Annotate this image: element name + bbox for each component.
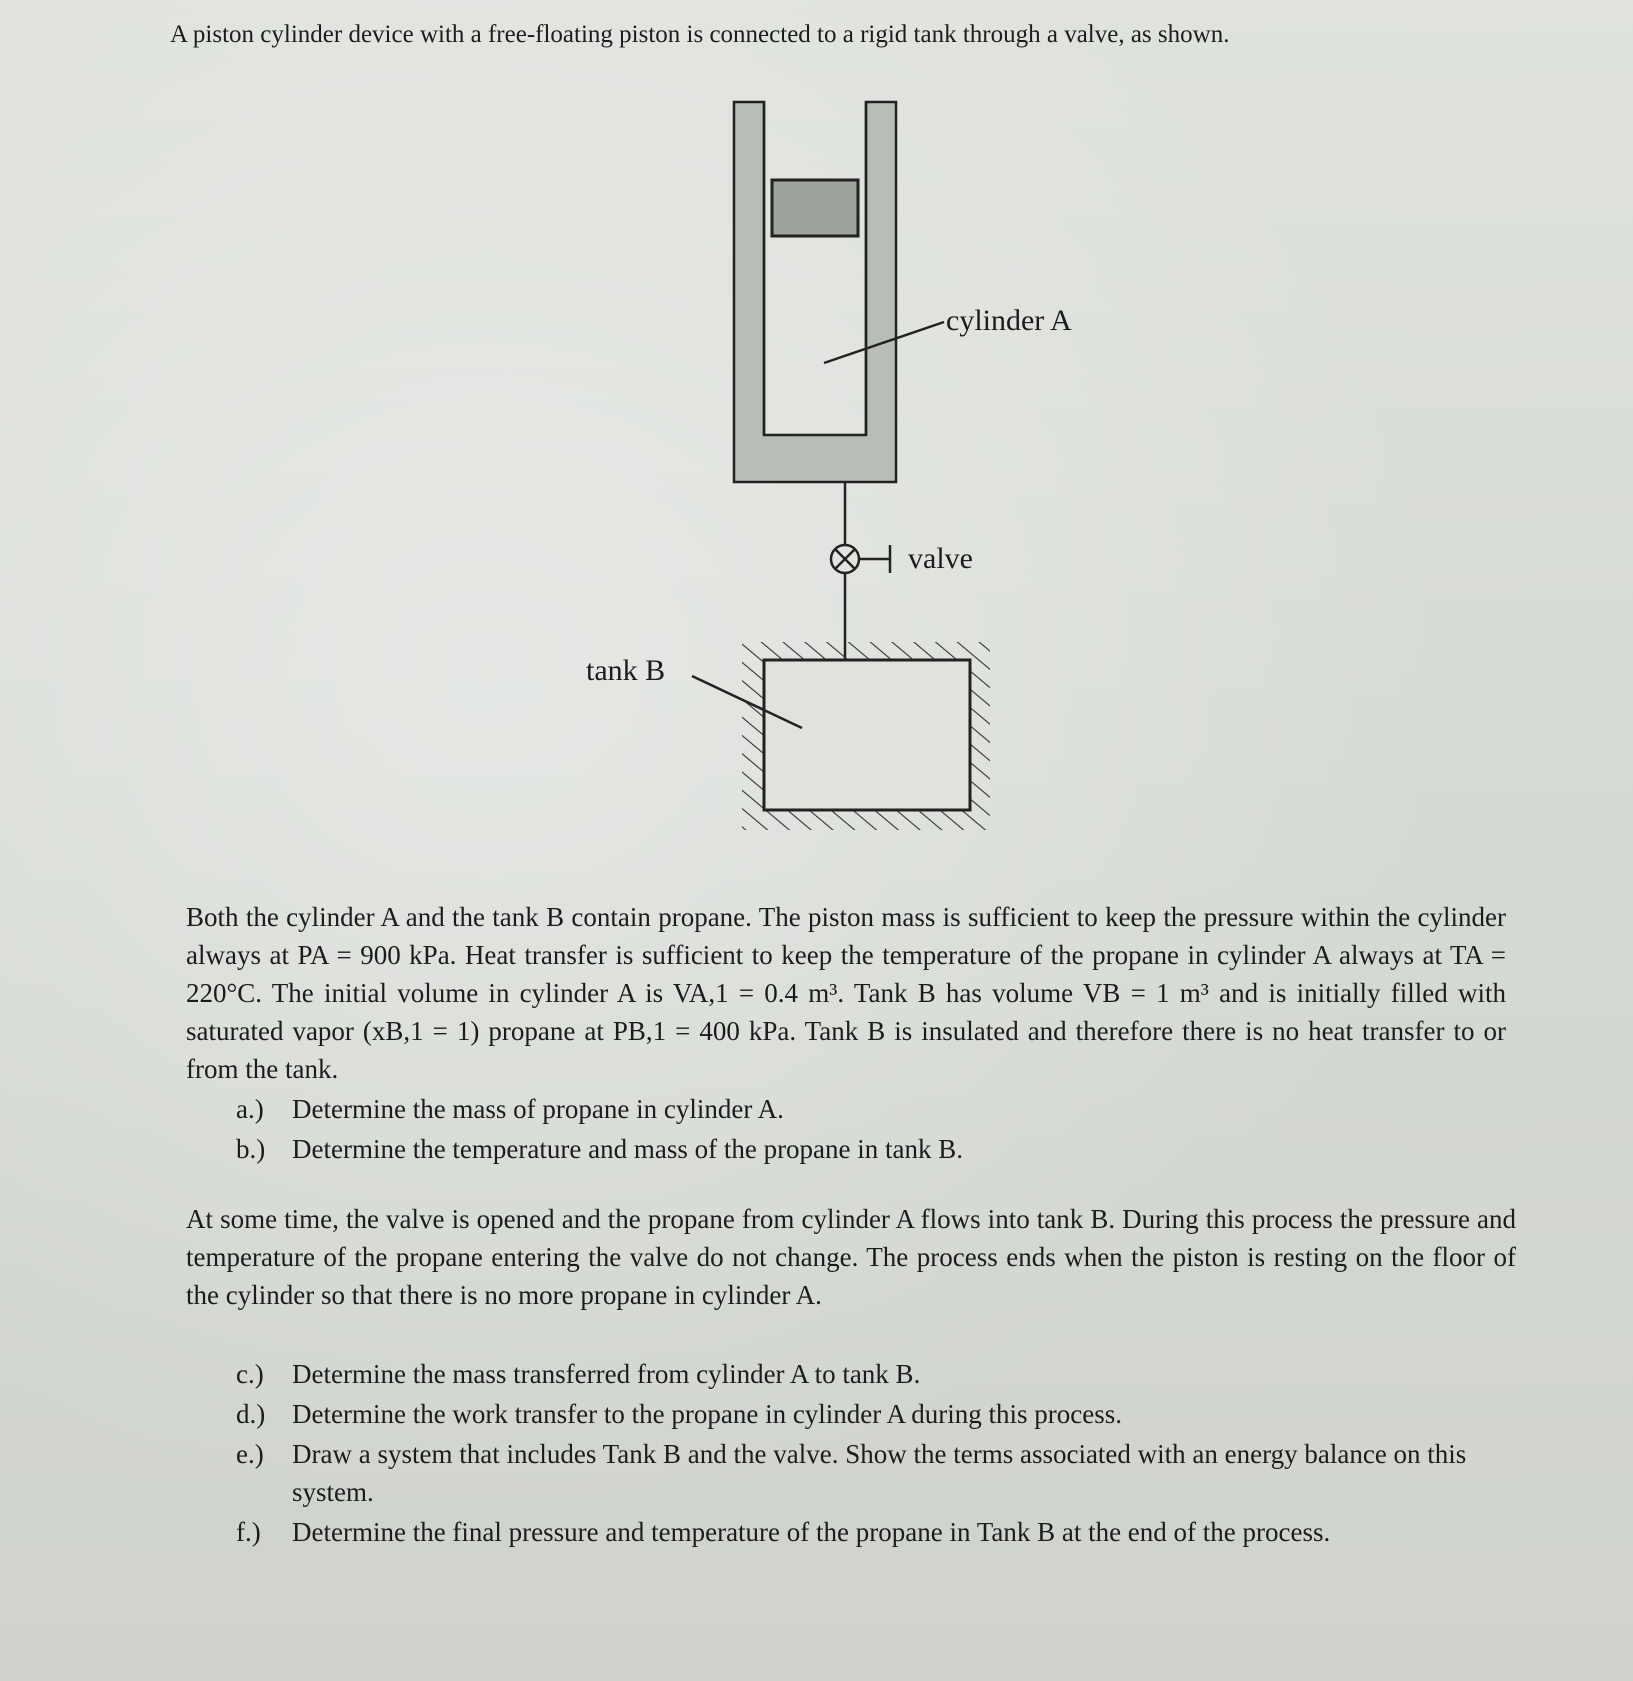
cylinder-label: cylinder A bbox=[946, 304, 1072, 337]
question-text: Determine the work transfer to the propane in cylinder A during this process. bbox=[292, 1399, 1123, 1429]
tank-b bbox=[742, 642, 990, 830]
question-label: b.) bbox=[236, 1134, 266, 1164]
question-item bbox=[236, 1395, 1526, 1433]
intro-text: A piston cylinder device with a free-floating piston is connected to a rigid tank through a valve, as shown. bbox=[170, 21, 1230, 48]
question-text: Determine the temperature and mass of the propane in tank B. bbox=[292, 1134, 964, 1164]
question-label: a.) bbox=[236, 1094, 264, 1124]
valve-label: valve bbox=[908, 542, 973, 575]
piston-tank-diagram bbox=[560, 90, 1120, 870]
question-item bbox=[236, 1130, 1436, 1168]
tank-label: tank B bbox=[586, 654, 666, 687]
question-list-part-2 bbox=[236, 1355, 1526, 1553]
piston bbox=[772, 180, 858, 236]
problem-paragraph-1: Both the cylinder A and the tank B contain propane. The piston mass is sufficient to keep the pressure within the cylinder always at PA = 900 kPa. Heat transfer is sufficient to keep the temperature of the propane in cylinder A always at TA = 220°C. The initial volume in cylinder A is VA,1 = 0.4 m³. Tank B has volume VB = 1 m³ and is initially filled with saturated vapor (xB,1 = 1) propane at PB,1 = 400 kPa. Tank B is insulated and therefore there is no heat transfer to or from the tank. bbox=[186, 902, 1506, 1084]
problem-paragraph-2: At some time, the valve is opened and the propane from cylinder A flows into tank B. During this process the pressure and temperature of the propane entering the valve do not change. The process ends when the piston is resting on the floor of the cylinder so that there is no more propane in cylinder A. bbox=[186, 1204, 1516, 1310]
question-list-part-1 bbox=[236, 1090, 1436, 1170]
question-text: Draw a system that includes Tank B and the valve. Show the terms associated with an energy balance on this system. bbox=[292, 1439, 1467, 1507]
question-item bbox=[236, 1355, 1526, 1393]
question-item bbox=[236, 1090, 1436, 1128]
question-item bbox=[236, 1435, 1526, 1511]
question-label: c.) bbox=[236, 1359, 264, 1389]
question-text: Determine the mass transferred from cylinder A to tank B. bbox=[292, 1359, 921, 1389]
question-text: Determine the final pressure and temperature of the propane in Tank B at the end of the process. bbox=[292, 1517, 1331, 1547]
question-text: Determine the mass of propane in cylinder A. bbox=[292, 1094, 784, 1124]
question-label: f.) bbox=[236, 1517, 261, 1547]
cylinder-a bbox=[734, 102, 896, 482]
question-label: d.) bbox=[236, 1399, 266, 1429]
question-label: e.) bbox=[236, 1439, 264, 1469]
valve-icon bbox=[831, 545, 890, 573]
question-item bbox=[236, 1513, 1526, 1551]
